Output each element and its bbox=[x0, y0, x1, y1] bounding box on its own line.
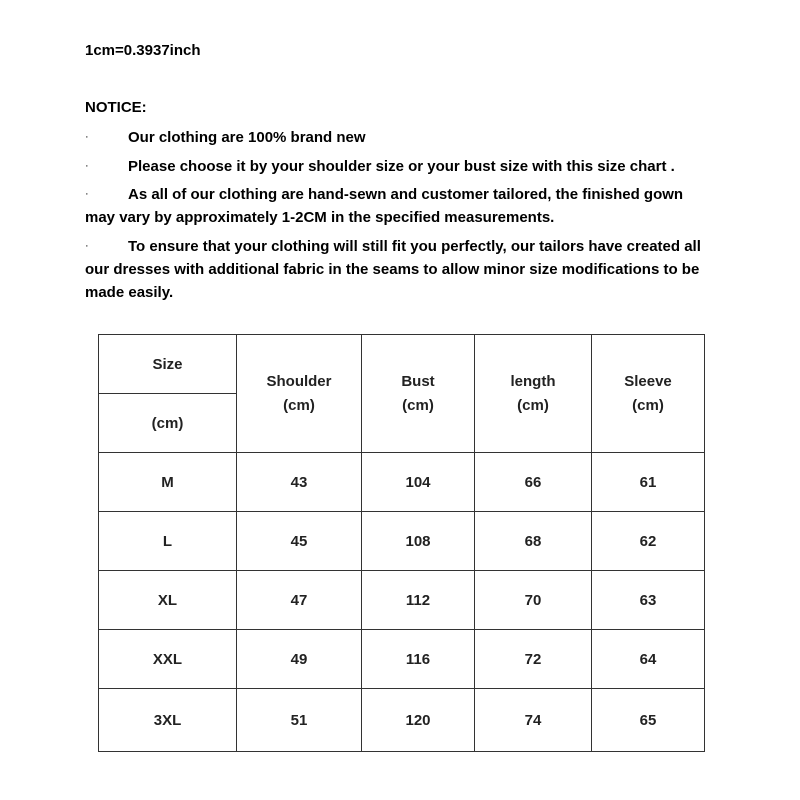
header-shoulder-label: Shoulder bbox=[266, 372, 332, 390]
cell-sleeve: 65 bbox=[592, 689, 705, 752]
header-size: Size bbox=[99, 335, 237, 394]
header-length-label: length bbox=[510, 372, 556, 390]
notice-item bbox=[85, 155, 725, 178]
table-row bbox=[99, 571, 705, 630]
cell-sleeve: 63 bbox=[592, 571, 705, 630]
cell-sleeve: 62 bbox=[592, 512, 705, 571]
cell-length: 68 bbox=[475, 512, 592, 571]
header-sleeve bbox=[592, 335, 705, 453]
header-length-unit: (cm) bbox=[517, 396, 549, 414]
cell-bust: 108 bbox=[362, 512, 475, 571]
header-sleeve-unit: (cm) bbox=[632, 396, 664, 414]
unit-conversion-note: 1cm=0.3937inch bbox=[85, 42, 201, 59]
table-row bbox=[99, 512, 705, 571]
cell-length: 70 bbox=[475, 571, 592, 630]
table-row bbox=[99, 630, 705, 689]
cell-shoulder: 47 bbox=[237, 571, 362, 630]
cell-sleeve: 64 bbox=[592, 630, 705, 689]
cell-bust: 104 bbox=[362, 453, 475, 512]
bullet-icon: · bbox=[85, 131, 89, 143]
cell-size: 3XL bbox=[99, 689, 237, 752]
header-length bbox=[475, 335, 592, 453]
bullet-icon: · bbox=[85, 240, 89, 252]
notice-item-text: Our clothing are 100% brand new bbox=[128, 129, 366, 146]
cell-bust: 120 bbox=[362, 689, 475, 752]
notice-item-continuation: may vary by approximately 1-2CM in the specified measurements. bbox=[85, 209, 555, 226]
cell-length: 74 bbox=[475, 689, 592, 752]
cell-shoulder: 45 bbox=[237, 512, 362, 571]
notice-item bbox=[85, 235, 725, 304]
notice-item bbox=[85, 183, 725, 229]
cell-size: XXL bbox=[99, 630, 237, 689]
cell-shoulder: 43 bbox=[237, 453, 362, 512]
cell-shoulder: 49 bbox=[237, 630, 362, 689]
cell-size: M bbox=[99, 453, 237, 512]
header-bust bbox=[362, 335, 475, 453]
cell-size: XL bbox=[99, 571, 237, 630]
notice-item bbox=[85, 126, 725, 149]
notice-heading: NOTICE: bbox=[85, 99, 147, 116]
cell-length: 66 bbox=[475, 453, 592, 512]
header-size-unit: (cm) bbox=[99, 394, 237, 453]
cell-shoulder: 51 bbox=[237, 689, 362, 752]
cell-length: 72 bbox=[475, 630, 592, 689]
notice-item-text: Please choose it by your shoulder size or your bust size with this size chart . bbox=[128, 158, 675, 175]
bullet-icon: · bbox=[85, 160, 89, 172]
cell-sleeve: 61 bbox=[592, 453, 705, 512]
cell-bust: 112 bbox=[362, 571, 475, 630]
notice-item-continuation: our dresses with additional fabric in the seams to allow minor size modifications to be made easily. bbox=[85, 261, 700, 301]
header-bust-label: Bust bbox=[401, 372, 435, 390]
header-sleeve-label: Sleeve bbox=[624, 372, 672, 390]
table-row bbox=[99, 453, 705, 512]
header-shoulder bbox=[237, 335, 362, 453]
table-header-row bbox=[99, 335, 705, 394]
header-bust-unit: (cm) bbox=[402, 396, 434, 414]
header-shoulder-unit: (cm) bbox=[283, 396, 315, 414]
table-row bbox=[99, 689, 705, 752]
notice-item-text: To ensure that your clothing will still fit you perfectly, our tailors have created all bbox=[128, 238, 701, 255]
notice-item-text: As all of our clothing are hand-sewn and customer tailored, the finished gown bbox=[128, 186, 684, 203]
cell-size: L bbox=[99, 512, 237, 571]
bullet-icon: · bbox=[85, 188, 89, 200]
cell-bust: 116 bbox=[362, 630, 475, 689]
size-chart-table bbox=[98, 334, 705, 752]
